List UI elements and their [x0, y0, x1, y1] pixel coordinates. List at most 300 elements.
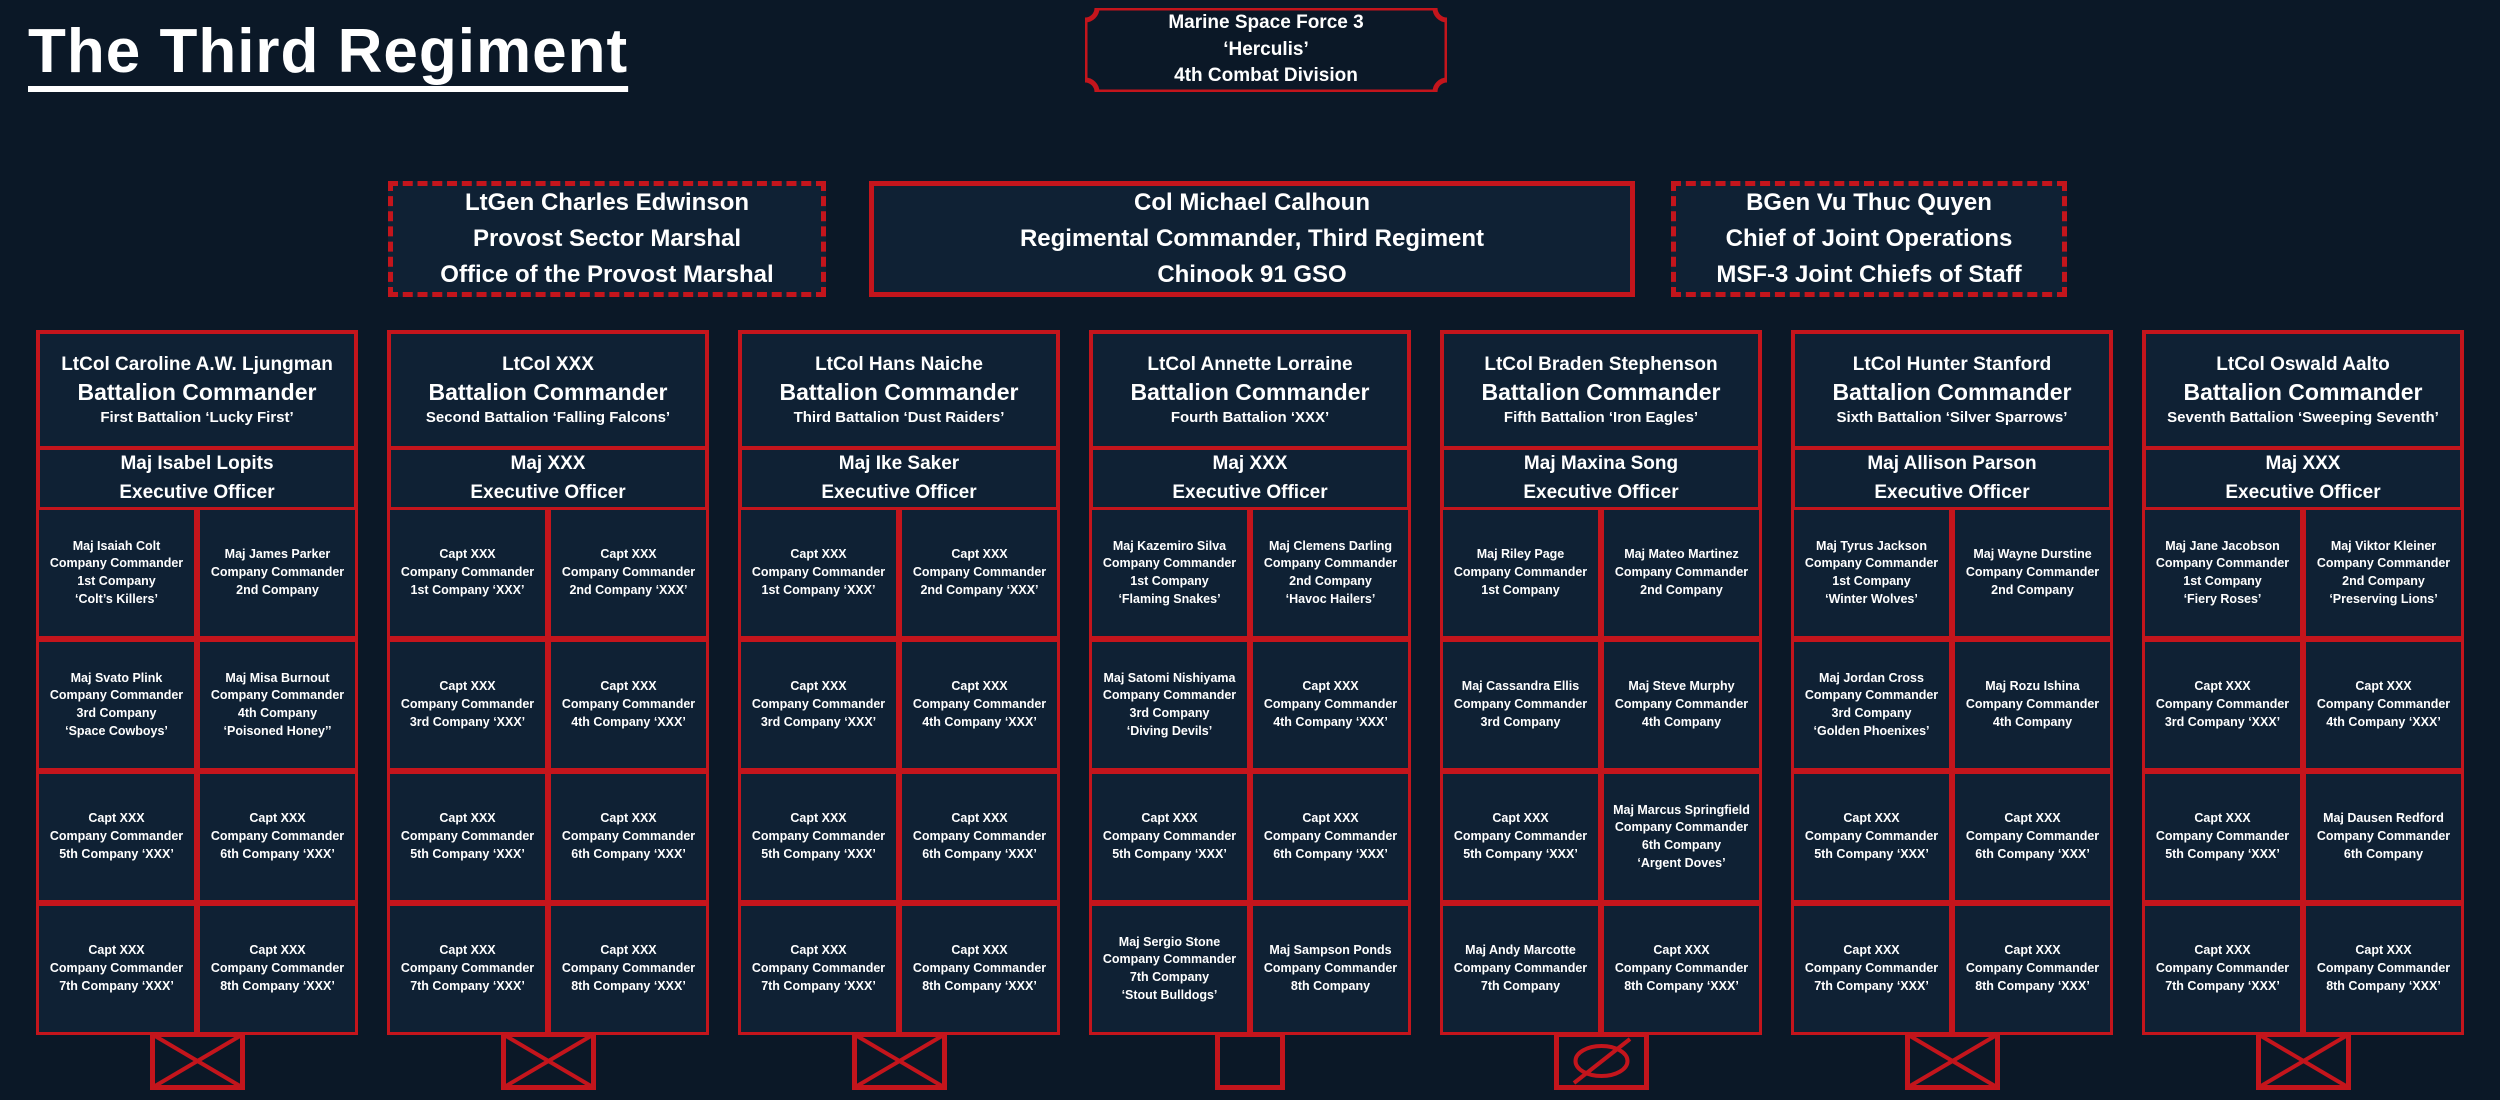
company-box: [1440, 903, 1601, 1035]
company-box: [2303, 903, 2464, 1035]
company-box: [1791, 903, 1952, 1035]
company-line: 4th Company ‘XXX’: [571, 714, 686, 729]
company-line: Company Commander: [49, 556, 184, 571]
company-line: 6th Company ‘XXX’: [1975, 846, 2090, 861]
company-line: Company Commander: [1263, 961, 1398, 976]
company-line: Company Commander: [751, 565, 886, 580]
company-line: ‘Diving Devils’: [1126, 723, 1213, 738]
battalion-commander-box: [1791, 330, 2113, 450]
battalion-commander-title: Battalion Commander: [1481, 378, 1721, 405]
company-line: Maj Kazemiro Silva: [1112, 538, 1227, 553]
company-line: 1st Company: [77, 574, 156, 588]
battalion-commander-name: LtCol Oswald Aalto: [2216, 354, 2390, 376]
company-line: Company Commander: [210, 829, 345, 844]
company-line: Capt XXX: [790, 547, 847, 562]
executive-officer-title: Executive Officer: [821, 481, 977, 503]
company-line: Maj Riley Page: [1476, 547, 1565, 562]
command-line: Col Michael Calhoun: [1133, 189, 1370, 216]
executive-officer-title: Executive Officer: [1874, 481, 2030, 503]
executive-officer-name: Maj XXX: [2265, 453, 2341, 474]
company-box: [1250, 507, 1411, 639]
company-line: 5th Company ‘XXX’: [1463, 846, 1578, 861]
division-line: 4th Combat Division: [1174, 65, 1358, 87]
battalion-column: [2142, 330, 2464, 1090]
company-line: 4th Company ‘XXX’: [1273, 714, 1388, 729]
company-line: 3rd Company ‘XXX’: [2164, 714, 2281, 729]
company-line: 7th Company ‘XXX’: [410, 978, 525, 993]
company-line: Company Commander: [210, 688, 345, 703]
company-line: Capt XXX: [1653, 943, 1710, 958]
company-box: [738, 903, 899, 1035]
company-box: [738, 507, 899, 639]
company-line: Company Commander: [2155, 697, 2290, 712]
battalion-commander-title: Battalion Commander: [428, 378, 668, 405]
executive-officer-name: Maj Allison Parson: [1867, 453, 2037, 474]
company-line: Company Commander: [1263, 697, 1398, 712]
company-line: Company Commander: [2316, 829, 2451, 844]
battalion-commander-title: Battalion Commander: [1130, 378, 1370, 405]
company-line: Capt XXX: [2194, 811, 2251, 826]
company-line: ‘Golden Phoenixes’: [1813, 723, 1930, 738]
company-line: 4th Company ‘XXX’: [2326, 714, 2441, 729]
company-box: [548, 507, 709, 639]
company-line: Company Commander: [1453, 565, 1588, 580]
division-plaque: [1085, 8, 1447, 92]
company-line: ‘Flaming Snakes’: [1118, 591, 1221, 606]
company-line: 3rd Company ‘XXX’: [760, 714, 877, 729]
company-line: 5th Company ‘XXX’: [59, 846, 174, 861]
company-line: 4th Company: [1992, 714, 2073, 729]
battalion-name: Sixth Battalion ‘Silver Sparrows’: [1836, 408, 2068, 426]
company-line: ‘Poisoned Honey’’: [223, 723, 332, 738]
company-box: [1089, 903, 1250, 1035]
company-line: 1st Company: [1832, 574, 1911, 588]
company-box: [1952, 507, 2113, 639]
company-box: [1952, 903, 2113, 1035]
executive-officer-name: Maj XXX: [1212, 453, 1288, 474]
executive-officer-box: [1440, 446, 1762, 511]
company-line: Company Commander: [1965, 565, 2100, 580]
company-box: [36, 771, 197, 903]
company-box: [899, 903, 1060, 1035]
company-line: 6th Company ‘XXX’: [220, 846, 335, 861]
company-box: [1250, 639, 1411, 771]
company-box: [2303, 771, 2464, 903]
company-line: Company Commander: [912, 697, 1047, 712]
company-line: Company Commander: [1614, 961, 1749, 976]
company-line: 5th Company ‘XXX’: [1814, 846, 1929, 861]
company-box: [1250, 903, 1411, 1035]
unit-symbol: [2142, 1032, 2464, 1090]
company-line: Capt XXX: [2355, 679, 2412, 694]
battalion-column: [387, 330, 709, 1090]
company-line: 6th Company ‘XXX’: [922, 846, 1037, 861]
battalion-commander-title: Battalion Commander: [77, 378, 317, 405]
company-box: [197, 771, 358, 903]
company-box: [1601, 639, 1762, 771]
executive-officer-name: Maj Maxina Song: [1523, 453, 1679, 474]
company-line: Company Commander: [912, 961, 1047, 976]
battalion-commander-name: LtCol Hans Naiche: [815, 354, 983, 376]
company-line: Company Commander: [1965, 697, 2100, 712]
company-line: Company Commander: [751, 961, 886, 976]
executive-officer-title: Executive Officer: [2225, 481, 2381, 503]
company-line: 6th Company ‘XXX’: [1273, 846, 1388, 861]
company-line: ‘Fiery Roses’: [2183, 591, 2262, 606]
command-line: Regimental Commander, Third Regiment: [1019, 225, 1485, 252]
company-line: 6th Company ‘XXX’: [571, 846, 686, 861]
company-box: [738, 771, 899, 903]
company-line: Company Commander: [400, 565, 535, 580]
company-line: Maj Jordan Cross: [1819, 670, 1924, 685]
company-box: [36, 507, 197, 639]
company-box: [2142, 903, 2303, 1035]
company-line: Maj Dausen Redford: [2323, 811, 2444, 826]
company-line: 4th Company: [1641, 714, 1722, 729]
battalion-commander-name: LtCol Braden Stephenson: [1484, 354, 1718, 376]
company-line: 2nd Company: [236, 582, 319, 597]
company-line: 3rd Company: [1480, 714, 1561, 729]
company-line: Maj Clemens Darling: [1269, 538, 1392, 553]
company-line: Company Commander: [1614, 697, 1749, 712]
company-line: Company Commander: [561, 565, 696, 580]
company-line: Company Commander: [49, 829, 184, 844]
executive-officer-box: [1791, 446, 2113, 511]
battalion-commander-box: [738, 330, 1060, 450]
company-line: 3rd Company: [1831, 706, 1912, 720]
company-box: [899, 507, 1060, 639]
company-box: [1250, 771, 1411, 903]
company-line: Company Commander: [1804, 688, 1939, 703]
battalion-name: Fifth Battalion ‘Iron Eagles’: [1503, 408, 1699, 426]
company-line: 7th Company ‘XXX’: [59, 978, 174, 993]
company-box: [899, 771, 1060, 903]
company-line: Capt XXX: [2355, 943, 2412, 958]
company-line: Maj James Parker: [224, 547, 331, 562]
company-line: Capt XXX: [1141, 811, 1198, 826]
company-line: Capt XXX: [1302, 679, 1359, 694]
company-line: Company Commander: [400, 961, 535, 976]
division-plaque-text: [1085, 8, 1447, 92]
company-line: Company Commander: [1614, 565, 1749, 580]
company-line: Maj Isaiah Colt: [72, 538, 161, 553]
executive-officer-title: Executive Officer: [1172, 481, 1328, 503]
company-box: [2142, 639, 2303, 771]
company-line: Company Commander: [210, 961, 345, 976]
infantry-crossed-box-icon: [1905, 1032, 2000, 1090]
company-line: Company Commander: [1453, 961, 1588, 976]
company-box: [899, 639, 1060, 771]
infantry-crossed-box-icon: [852, 1032, 947, 1090]
company-box: [548, 639, 709, 771]
company-box: [2142, 507, 2303, 639]
command-line: Provost Sector Marshal: [472, 225, 742, 252]
division-line: Marine Space Force 3: [1168, 11, 1364, 33]
company-line: 1st Company: [1481, 582, 1560, 597]
company-line: Maj Misa Burnout: [225, 670, 330, 685]
company-box: [36, 903, 197, 1035]
company-line: Company Commander: [2155, 556, 2290, 571]
company-line: 3rd Company ‘XXX’: [409, 714, 526, 729]
company-line: 8th Company ‘XXX’: [1624, 978, 1739, 993]
page-title: The Third Regiment: [28, 17, 629, 86]
company-box: [197, 507, 358, 639]
company-box: [1440, 639, 1601, 771]
company-line: Company Commander: [1453, 829, 1588, 844]
company-line: Company Commander: [751, 697, 886, 712]
company-box: [2303, 639, 2464, 771]
company-line: Capt XXX: [951, 679, 1008, 694]
company-line: Company Commander: [1102, 829, 1237, 844]
company-line: 7th Company ‘XXX’: [1814, 978, 1929, 993]
company-box: [738, 639, 899, 771]
company-line: Company Commander: [2155, 961, 2290, 976]
company-box: [1601, 507, 1762, 639]
battalion-name: Seventh Battalion ‘Sweeping Seventh’: [2167, 408, 2439, 426]
battalion-commander-name: LtCol Hunter Stanford: [1852, 354, 2052, 376]
company-line: 3rd Company: [76, 706, 157, 720]
plain-frame-icon: [1215, 1032, 1285, 1090]
company-line: Maj Sampson Ponds: [1269, 943, 1392, 958]
infantry-crossed-box-icon: [501, 1032, 596, 1090]
company-line: Maj Rozu Ishina: [1985, 679, 2080, 694]
company-line: Company Commander: [561, 961, 696, 976]
division-line: ‘Herculis’: [1223, 38, 1309, 60]
company-line: 8th Company ‘XXX’: [220, 978, 335, 993]
battalion-commander-title: Battalion Commander: [2183, 378, 2423, 405]
company-line: Capt XXX: [249, 811, 306, 826]
company-line: Company Commander: [210, 565, 345, 580]
unit-symbol: [738, 1032, 1060, 1090]
company-line: Capt XXX: [790, 811, 847, 826]
company-line: Maj Jane Jacobson: [2165, 538, 2280, 553]
company-line: Company Commander: [2155, 829, 2290, 844]
command-line: LtGen Charles Edwinson: [464, 189, 750, 216]
companies-grid: [1791, 507, 2113, 1035]
company-line: Company Commander: [1102, 952, 1237, 967]
company-line: Maj Wayne Durstine: [1973, 547, 2092, 562]
command-box-regimental-commander: [869, 181, 1635, 297]
company-line: Maj Sergio Stone: [1118, 934, 1221, 949]
executive-officer-title: Executive Officer: [119, 481, 275, 503]
company-box: [1440, 771, 1601, 903]
battalion-column: [1089, 330, 1411, 1090]
company-line: Company Commander: [1965, 829, 2100, 844]
company-line: 7th Company ‘XXX’: [2165, 978, 2280, 993]
unit-symbol: [1440, 1032, 1762, 1090]
company-line: 2nd Company: [1991, 582, 2074, 597]
company-line: Capt XXX: [951, 547, 1008, 562]
company-line: Capt XXX: [2194, 943, 2251, 958]
company-line: Capt XXX: [439, 943, 496, 958]
executive-officer-box: [738, 446, 1060, 511]
company-line: Company Commander: [1102, 556, 1237, 571]
companies-grid: [36, 507, 358, 1035]
company-box: [387, 507, 548, 639]
company-line: 5th Company ‘XXX’: [761, 846, 876, 861]
command-box-joint-operations: [1671, 181, 2067, 297]
company-box: [1440, 507, 1601, 639]
company-line: Capt XXX: [88, 811, 145, 826]
company-line: ‘Colt’s Killers’: [75, 591, 158, 606]
company-line: Company Commander: [1965, 961, 2100, 976]
battalion-column: [1791, 330, 2113, 1090]
executive-officer-box: [1089, 446, 1411, 511]
battalion-row: [36, 330, 2464, 1090]
company-line: Maj Tyrus Jackson: [1816, 538, 1927, 553]
company-line: 6th Company: [2343, 846, 2424, 861]
company-box: [1089, 771, 1250, 903]
company-box: [197, 903, 358, 1035]
company-line: Company Commander: [49, 688, 184, 703]
command-line: Office of the Provost Marshal: [440, 261, 774, 288]
company-line: Capt XXX: [790, 679, 847, 694]
company-box: [1601, 771, 1762, 903]
company-line: Capt XXX: [249, 943, 306, 958]
company-line: Company Commander: [1263, 829, 1398, 844]
company-line: 2nd Company ‘XXX’: [569, 582, 688, 597]
battalion-column: [1440, 330, 1762, 1090]
company-line: Company Commander: [912, 565, 1047, 580]
executive-officer-name: Maj Isabel Lopits: [120, 453, 274, 474]
battalion-commander-name: LtCol Annette Lorraine: [1147, 354, 1353, 376]
company-line: Company Commander: [400, 829, 535, 844]
command-line: MSF-3 Joint Chiefs of Staff: [1716, 261, 2022, 288]
company-line: Company Commander: [561, 697, 696, 712]
companies-grid: [1440, 507, 1762, 1035]
company-line: ‘Preserving Lions’: [2329, 591, 2438, 606]
company-line: Capt XXX: [600, 811, 657, 826]
company-line: Capt XXX: [88, 943, 145, 958]
company-line: 7th Company: [1129, 970, 1210, 984]
battalion-commander-title: Battalion Commander: [779, 378, 1019, 405]
command-line: BGen Vu Thuc Quyen: [1746, 189, 1992, 216]
company-line: 2nd Company: [1640, 582, 1723, 597]
company-line: Capt XXX: [439, 679, 496, 694]
battalion-column: [738, 330, 1060, 1090]
company-box: [1089, 507, 1250, 639]
executive-officer-title: Executive Officer: [470, 481, 626, 503]
company-line: Company Commander: [912, 829, 1047, 844]
unit-symbol: [36, 1032, 358, 1090]
company-line: Company Commander: [1614, 820, 1749, 835]
company-box: [1952, 639, 2113, 771]
company-line: Maj Andy Marcotte: [1465, 943, 1576, 958]
company-box: [1952, 771, 2113, 903]
battalion-commander-box: [387, 330, 709, 450]
company-box: [36, 639, 197, 771]
company-line: Maj Viktor Kleiner: [2330, 538, 2437, 553]
company-line: Capt XXX: [951, 943, 1008, 958]
companies-grid: [1089, 507, 1411, 1035]
company-line: Capt XXX: [951, 811, 1008, 826]
company-box: [1791, 507, 1952, 639]
company-line: Company Commander: [1804, 961, 1939, 976]
company-line: Capt XXX: [439, 811, 496, 826]
company-line: Capt XXX: [1843, 811, 1900, 826]
company-line: Company Commander: [2316, 697, 2451, 712]
battalion-commander-name: LtCol XXX: [502, 354, 594, 376]
battalion-name: First Battalion ‘Lucky First’: [100, 408, 294, 426]
company-line: Maj Steve Murphy: [1628, 679, 1735, 694]
company-line: Maj Cassandra Ellis: [1461, 679, 1580, 694]
company-line: 8th Company ‘XXX’: [922, 978, 1037, 993]
company-line: Maj Svato Plink: [70, 670, 163, 685]
company-box: [387, 639, 548, 771]
company-line: ‘Havoc Hailers’: [1285, 591, 1376, 606]
battalion-name: Fourth Battalion ‘XXX’: [1170, 408, 1330, 426]
company-line: 3rd Company: [1129, 706, 1210, 720]
company-line: Maj Satomi Nishiyama: [1103, 670, 1236, 685]
executive-officer-name: Maj XXX: [510, 453, 586, 474]
battalion-commander-title: Battalion Commander: [1832, 378, 2072, 405]
executive-officer-title: Executive Officer: [1523, 481, 1679, 503]
company-line: Company Commander: [561, 829, 696, 844]
company-box: [548, 771, 709, 903]
company-line: Capt XXX: [2194, 679, 2251, 694]
company-line: 8th Company ‘XXX’: [2326, 978, 2441, 993]
company-line: 7th Company ‘XXX’: [761, 978, 876, 993]
company-line: Company Commander: [49, 961, 184, 976]
company-line: Maj Marcus Springfield: [1613, 802, 1750, 817]
company-box: [1601, 903, 1762, 1035]
company-box: [1791, 771, 1952, 903]
company-line: 5th Company ‘XXX’: [1112, 846, 1227, 861]
executive-officer-name: Maj Ike Saker: [838, 453, 960, 474]
slashed-oval-icon: [1554, 1032, 1649, 1090]
company-line: Company Commander: [1804, 556, 1939, 571]
company-line: 8th Company ‘XXX’: [1975, 978, 2090, 993]
company-line: 6th Company: [1641, 838, 1722, 852]
infantry-crossed-box-icon: [2256, 1032, 2351, 1090]
companies-grid: [2142, 507, 2464, 1035]
company-box: [1089, 639, 1250, 771]
company-box: [387, 771, 548, 903]
unit-symbol: [1791, 1032, 2113, 1090]
company-line: Capt XXX: [790, 943, 847, 958]
company-box: [2142, 771, 2303, 903]
companies-grid: [387, 507, 709, 1035]
company-line: Capt XXX: [1843, 943, 1900, 958]
company-line: 7th Company: [1480, 978, 1561, 993]
company-line: Company Commander: [2316, 961, 2451, 976]
company-line: 2nd Company ‘XXX’: [920, 582, 1039, 597]
command-line: Chinook 91 GSO: [1157, 261, 1347, 288]
company-line: Capt XXX: [1302, 811, 1359, 826]
company-line: Capt XXX: [600, 679, 657, 694]
company-line: ‘Stout Bulldogs’: [1121, 987, 1218, 1002]
battalion-name: Second Battalion ‘Falling Falcons’: [425, 408, 671, 426]
battalion-commander-name: LtCol Caroline A.W. Ljungman: [61, 354, 333, 376]
company-line: 4th Company ‘XXX’: [922, 714, 1037, 729]
executive-officer-box: [36, 446, 358, 511]
company-line: 4th Company: [237, 706, 318, 720]
company-line: Capt XXX: [439, 547, 496, 562]
company-line: Company Commander: [400, 697, 535, 712]
executive-officer-box: [2142, 446, 2464, 511]
company-line: 8th Company: [1290, 978, 1371, 993]
battalion-column: [36, 330, 358, 1090]
company-box: [1791, 639, 1952, 771]
company-line: 2nd Company: [1289, 574, 1372, 588]
unit-symbol: [1089, 1032, 1411, 1090]
company-line: Capt XXX: [2004, 811, 2061, 826]
company-box: [387, 903, 548, 1035]
company-line: 2nd Company: [2342, 574, 2425, 588]
company-line: 1st Company: [1130, 574, 1209, 588]
company-line: Company Commander: [1263, 556, 1398, 571]
company-line: ‘Winter Wolves’: [1825, 591, 1918, 606]
